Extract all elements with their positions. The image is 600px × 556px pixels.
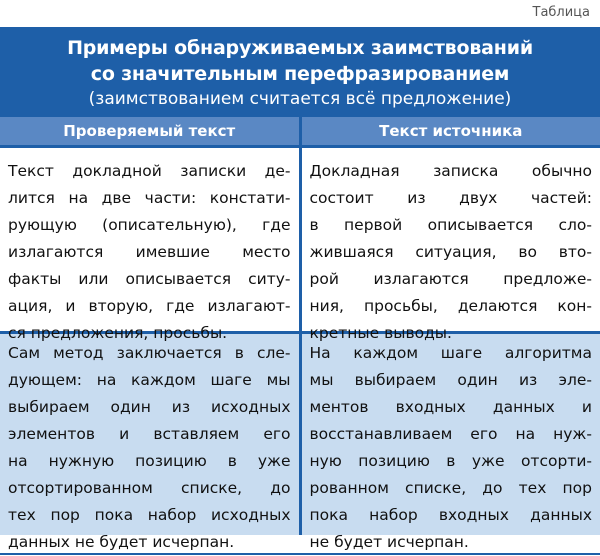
source-text-cell (299, 148, 600, 342)
text-line: рой излагаются предложе- (309, 270, 592, 288)
text-line: Сам метод заключается в сле- (8, 344, 291, 362)
text-line: рующую (описательную), где (8, 216, 291, 234)
text-line: тех пор пока набор исходных (8, 506, 291, 524)
text-line: Текст докладной записки де- (8, 162, 291, 180)
header-checked-text: Проверяемый текст (0, 117, 299, 145)
text-line: факты или описывается ситу- (8, 270, 291, 288)
text-line: отсортированном списке, до (8, 479, 291, 497)
text-line: состоит из двух частей: (309, 189, 592, 207)
table-row (0, 331, 600, 551)
table-title-line-2: со значительным перефразированием (90, 63, 510, 85)
table-title-block (0, 27, 600, 117)
comparison-table (0, 27, 600, 555)
text-line: ную позицию в уже отсорти- (309, 452, 592, 470)
table-row (0, 145, 600, 342)
text-line: ментов входных данных и (309, 398, 592, 416)
text-line: восстанавливаем его на нуж- (309, 425, 592, 443)
text-line: жившаяся ситуация, во вто- (309, 243, 592, 261)
text-line: мы выбираем один из эле- (309, 371, 592, 389)
text-line: на нужную позицию в уже (8, 452, 291, 470)
text-line: рованном списке, до тех пор (309, 479, 592, 497)
table-header-row (0, 117, 600, 145)
text-line: выбираем один из исходных (8, 398, 291, 416)
text-line: ация, и вторую, где излагают- (8, 297, 291, 315)
text-line: излагаются имевшие место (8, 243, 291, 261)
text-line: Докладная записка обычно (309, 162, 592, 180)
checked-text-cell (0, 148, 299, 342)
table-caption-tag: Таблица (532, 5, 590, 20)
text-line: лится на две части: констати- (8, 189, 291, 207)
text-line: данных не будет исчерпан. (8, 533, 235, 551)
table-title-line-1: Примеры обнаруживаемых заимствований (67, 37, 533, 59)
text-line: кретные выводы. (309, 324, 452, 342)
text-line: не будет исчерпан. (309, 533, 469, 551)
text-line: пока набор входных данных (309, 506, 592, 524)
checked-text-cell (0, 334, 299, 551)
text-line: в первой описывается сло- (309, 216, 592, 234)
header-source-text: Текст источника (302, 117, 600, 145)
table-bottom-rule (0, 553, 600, 555)
text-line: ся предложения, просьбы. (8, 324, 228, 342)
text-line: На каждом шаге алгоритма (309, 344, 592, 362)
text-line: дующем: на каждом шаге мы (8, 371, 291, 389)
text-line: ния, просьбы, делаются кон- (309, 297, 592, 315)
table-subtitle: (заимствованием считается всё предложение) (88, 89, 512, 109)
text-line: элементов и вставляем его (8, 425, 291, 443)
source-text-cell (299, 334, 600, 551)
